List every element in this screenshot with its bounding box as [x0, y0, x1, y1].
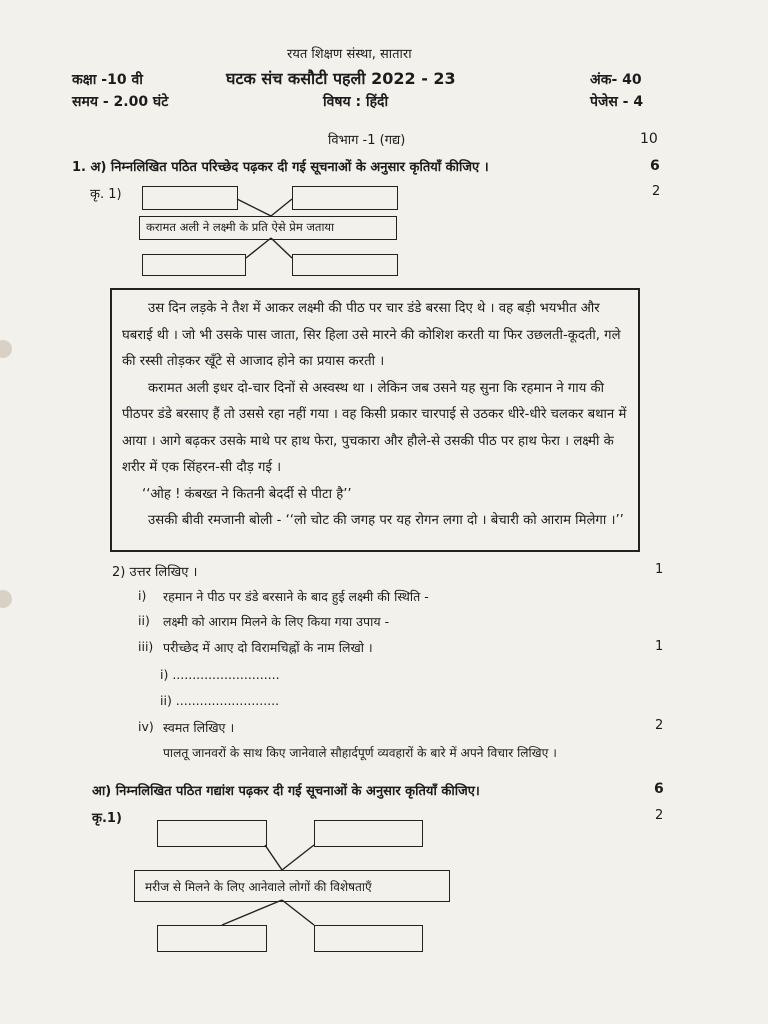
q1a-instruction: 1. अ) निम्नलिखित पठित परिच्छेद पढ़कर दी गई सूचनाओं के अनुसार कृतियाँ कीजिए । — [72, 160, 489, 175]
q1b-instruction: आ) निम्नलिखित पठित गद्यांश पढ़कर दी गई सूचनाओं के अनुसार कृतियाँ कीजिए। — [92, 784, 480, 799]
passage-paragraph: उस दिन लड़के ने तैश में आकर लक्ष्मी की पीठ पर चार डंडे बरसा दिए थे । वह बड़ी भयभीत और घबराई थी । जो भी उसके पास जाता, सिर हिला उसे मारने की कोशिश करती या फिर उछलती-कूदती, गले की रस्सी तोड़कर खूँटे से आजाद होने का प्रयास करती । — [122, 301, 621, 369]
institution-name: रयत शिक्षण संस्था, सातारा — [287, 47, 412, 62]
q1a-task1-label: कृ. 1) — [90, 187, 122, 202]
exam-title: घटक संच कसौटी पहली 2022 - 23 — [226, 69, 456, 88]
pages-label: पेजेस - 4 — [590, 94, 644, 110]
web-blank-box — [314, 925, 423, 952]
web-blank-box — [292, 254, 398, 276]
q1a-task1-marks: 2 — [652, 184, 661, 199]
q1a-task2-label: 2) उत्तर लिखिए । — [112, 565, 198, 580]
web-center-text: करामत अली ने लक्ष्मी के प्रति ऐसे प्रेम जताया — [146, 220, 335, 234]
answer-blank: i) ........................... — [160, 667, 280, 682]
q1b-task1-marks: 2 — [655, 808, 664, 823]
question-text: परीच्छेद में आए दो विरामचिह्नों के नाम लिखो । — [163, 640, 373, 655]
web-blank-box — [157, 820, 267, 847]
web-center-box — [139, 216, 397, 240]
q1b-marks: 6 — [654, 781, 664, 797]
web-blank-box — [292, 186, 398, 210]
web-center-text: मरीज से मिलने के लिए आनेवाले लोगों की विशेषताएँ — [145, 880, 372, 894]
web-blank-box — [142, 254, 246, 276]
subject-label: विषय : हिंदी — [323, 94, 389, 110]
passage-paragraph: ‘‘ओह ! कंबख्त ने कितनी बेदर्दी से पीटा है’’ — [142, 486, 352, 502]
question-number: ii) — [138, 613, 150, 628]
web-blank-box — [157, 925, 267, 952]
web-blank-box — [142, 186, 238, 210]
answer-blank: ii) .......................... — [160, 693, 280, 708]
question-text: पालतू जानवरों के साथ किए जानेवाले सौहार्दपूर्ण व्यवहारों के बारे में अपने विचार लिखिए । — [163, 746, 557, 760]
class-label: कक्षा -10 वी — [72, 72, 143, 88]
section-title: विभाग -1 (गद्य) — [328, 133, 406, 148]
question-marks: 1 — [655, 639, 664, 654]
question-number: iv) — [138, 719, 154, 734]
total-marks: अंक- 40 — [590, 72, 642, 88]
web-center-box — [134, 870, 450, 902]
q1b-task1-label: कृ.1) — [92, 811, 122, 826]
time-label: समय - 2.00 घंटे — [72, 94, 169, 110]
question-number: iii) — [138, 639, 154, 654]
passage-paragraph: करामत अली इधर दो-चार दिनों से अस्वस्थ था । लेकिन जब उसने यह सुना कि रहमान ने गाय की पीठपर डंडे बरसाए हैं तो उससे रहा नहीं गया । वह किसी प्रकार चारपाई से उठकर धीरे-धीरे चलकर बथान में आया । आगे बढ़कर उसके माथे पर हाथ फेरा, पुचकारा और हौले-से उसकी पीठ पर हाथ फेरा । लक्ष्मी के शरीर में एक सिंहरन-सी दौड़ गई । — [122, 380, 627, 475]
section-marks: 10 — [640, 131, 658, 147]
question-marks: 2 — [655, 718, 664, 733]
web-blank-box — [314, 820, 423, 847]
question-number: i) — [138, 588, 147, 603]
passage-box — [110, 288, 640, 552]
passage-paragraph: उसकी बीवी रमजानी बोली - ‘‘लो चोट की जगह पर यह रोगन लगा दो । बेचारी को आराम मिलेगा ।’’ — [148, 513, 624, 528]
q1a-task2-marks: 1 — [655, 562, 664, 577]
q1a-marks: 6 — [650, 158, 660, 174]
question-text: रहमान ने पीठ पर डंडे बरसाने के बाद हुई लक्ष्मी की स्थिति - — [163, 589, 429, 604]
question-text: लक्ष्मी को आराम मिलने के लिए किया गया उपाय - — [163, 614, 390, 629]
question-text: स्वमत लिखिए । — [163, 720, 235, 735]
